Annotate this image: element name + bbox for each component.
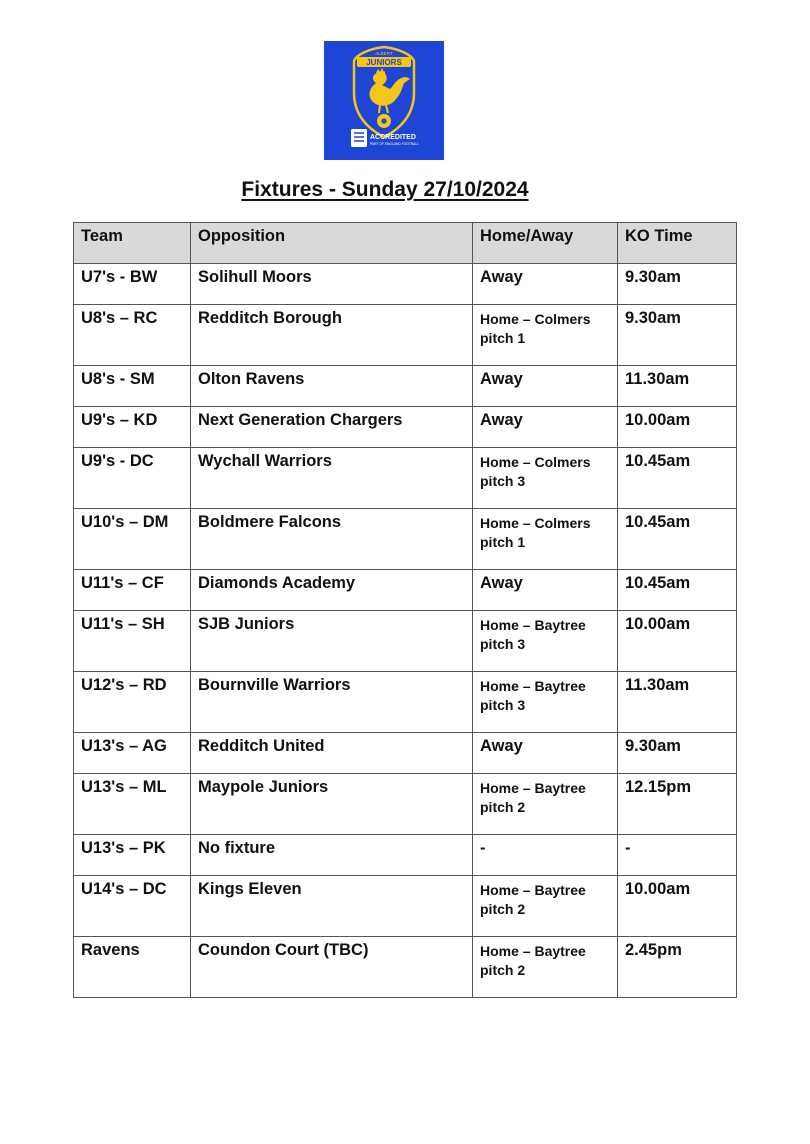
opposition-cell: Olton Ravens — [191, 366, 473, 407]
team-cell: U13's – PK — [74, 835, 191, 876]
table-row — [74, 733, 737, 774]
venue-cell: Away — [473, 570, 618, 611]
venue-cell: Home – Baytree pitch 2 — [473, 937, 618, 998]
team-cell: U9's – KD — [74, 407, 191, 448]
opposition-cell: Coundon Court (TBC) — [191, 937, 473, 998]
table-row — [74, 672, 737, 733]
venue-cell: Away — [473, 733, 618, 774]
header-team: Team — [74, 223, 191, 264]
table-row — [74, 305, 737, 366]
page-title: Fixtures - Sunday 27/10/2024 — [241, 178, 529, 201]
ko-time-cell: - — [618, 835, 737, 876]
table-row — [74, 611, 737, 672]
team-cell: U10's – DM — [74, 509, 191, 570]
table-row — [74, 366, 737, 407]
ko-time-cell: 9.30am — [618, 305, 737, 366]
team-cell: U11's – SH — [74, 611, 191, 672]
venue-cell: Away — [473, 366, 618, 407]
ko-time-cell: 10.45am — [618, 448, 737, 509]
logo-top-text: ALBERT — [375, 51, 393, 56]
venue-cell: Home – Colmers pitch 3 — [473, 448, 618, 509]
logo-banner-text: JUNIORS — [366, 58, 402, 68]
ko-time-cell: 10.45am — [618, 509, 737, 570]
team-cell: U7's - BW — [74, 264, 191, 305]
team-cell: U12's – RD — [74, 672, 191, 733]
venue-cell: - — [473, 835, 618, 876]
header-home-away: Home/Away — [473, 223, 618, 264]
opposition-cell: Solihull Moors — [191, 264, 473, 305]
team-cell: U8's - SM — [74, 366, 191, 407]
table-row — [74, 876, 737, 937]
table-header-row — [74, 223, 737, 264]
table-row — [74, 448, 737, 509]
opposition-cell: SJB Juniors — [191, 611, 473, 672]
opposition-cell: Maypole Juniors — [191, 774, 473, 835]
header-opposition: Opposition — [191, 223, 473, 264]
team-cell: U13's – AG — [74, 733, 191, 774]
table-row — [74, 937, 737, 998]
opposition-cell: Diamonds Academy — [191, 570, 473, 611]
team-cell: Ravens — [74, 937, 191, 998]
team-cell: U9's - DC — [74, 448, 191, 509]
opposition-cell: Redditch Borough — [191, 305, 473, 366]
team-cell: U14's – DC — [74, 876, 191, 937]
club-logo — [324, 41, 444, 160]
table-row — [74, 264, 737, 305]
ko-time-cell: 11.30am — [618, 366, 737, 407]
ko-time-cell: 10.45am — [618, 570, 737, 611]
opposition-cell: Wychall Warriors — [191, 448, 473, 509]
venue-cell: Home – Colmers pitch 1 — [473, 509, 618, 570]
ko-time-cell: 11.30am — [618, 672, 737, 733]
venue-cell: Home – Baytree pitch 3 — [473, 611, 618, 672]
logo-badge-subtext: PART OF ENGLAND FOOTBALL — [370, 142, 419, 146]
venue-cell: Away — [473, 407, 618, 448]
team-cell: U11's – CF — [74, 570, 191, 611]
venue-cell: Home – Baytree pitch 2 — [473, 876, 618, 937]
ko-time-cell: 10.00am — [618, 611, 737, 672]
header-ko-time: KO Time — [618, 223, 737, 264]
opposition-cell: Kings Eleven — [191, 876, 473, 937]
table-row — [74, 835, 737, 876]
ko-time-cell: 12.15pm — [618, 774, 737, 835]
opposition-cell: No fixture — [191, 835, 473, 876]
opposition-cell: Boldmere Falcons — [191, 509, 473, 570]
team-cell: U8's – RC — [74, 305, 191, 366]
table-row — [74, 570, 737, 611]
ko-time-cell: 2.45pm — [618, 937, 737, 998]
ko-time-cell: 10.00am — [618, 876, 737, 937]
venue-cell: Home – Baytree pitch 2 — [473, 774, 618, 835]
table-row — [74, 774, 737, 835]
venue-cell: Home – Colmers pitch 1 — [473, 305, 618, 366]
opposition-cell: Next Generation Chargers — [191, 407, 473, 448]
ko-time-cell: 10.00am — [618, 407, 737, 448]
ko-time-cell: 9.30am — [618, 264, 737, 305]
logo-badge-text: ACCREDITED — [370, 134, 416, 141]
team-cell: U13's – ML — [74, 774, 191, 835]
venue-cell: Home – Baytree pitch 3 — [473, 672, 618, 733]
table-row — [74, 407, 737, 448]
opposition-cell: Bournville Warriors — [191, 672, 473, 733]
ko-time-cell: 9.30am — [618, 733, 737, 774]
club-crest-icon — [324, 41, 444, 160]
opposition-cell: Redditch United — [191, 733, 473, 774]
venue-cell: Away — [473, 264, 618, 305]
fixtures-table — [73, 222, 737, 998]
table-row — [74, 509, 737, 570]
